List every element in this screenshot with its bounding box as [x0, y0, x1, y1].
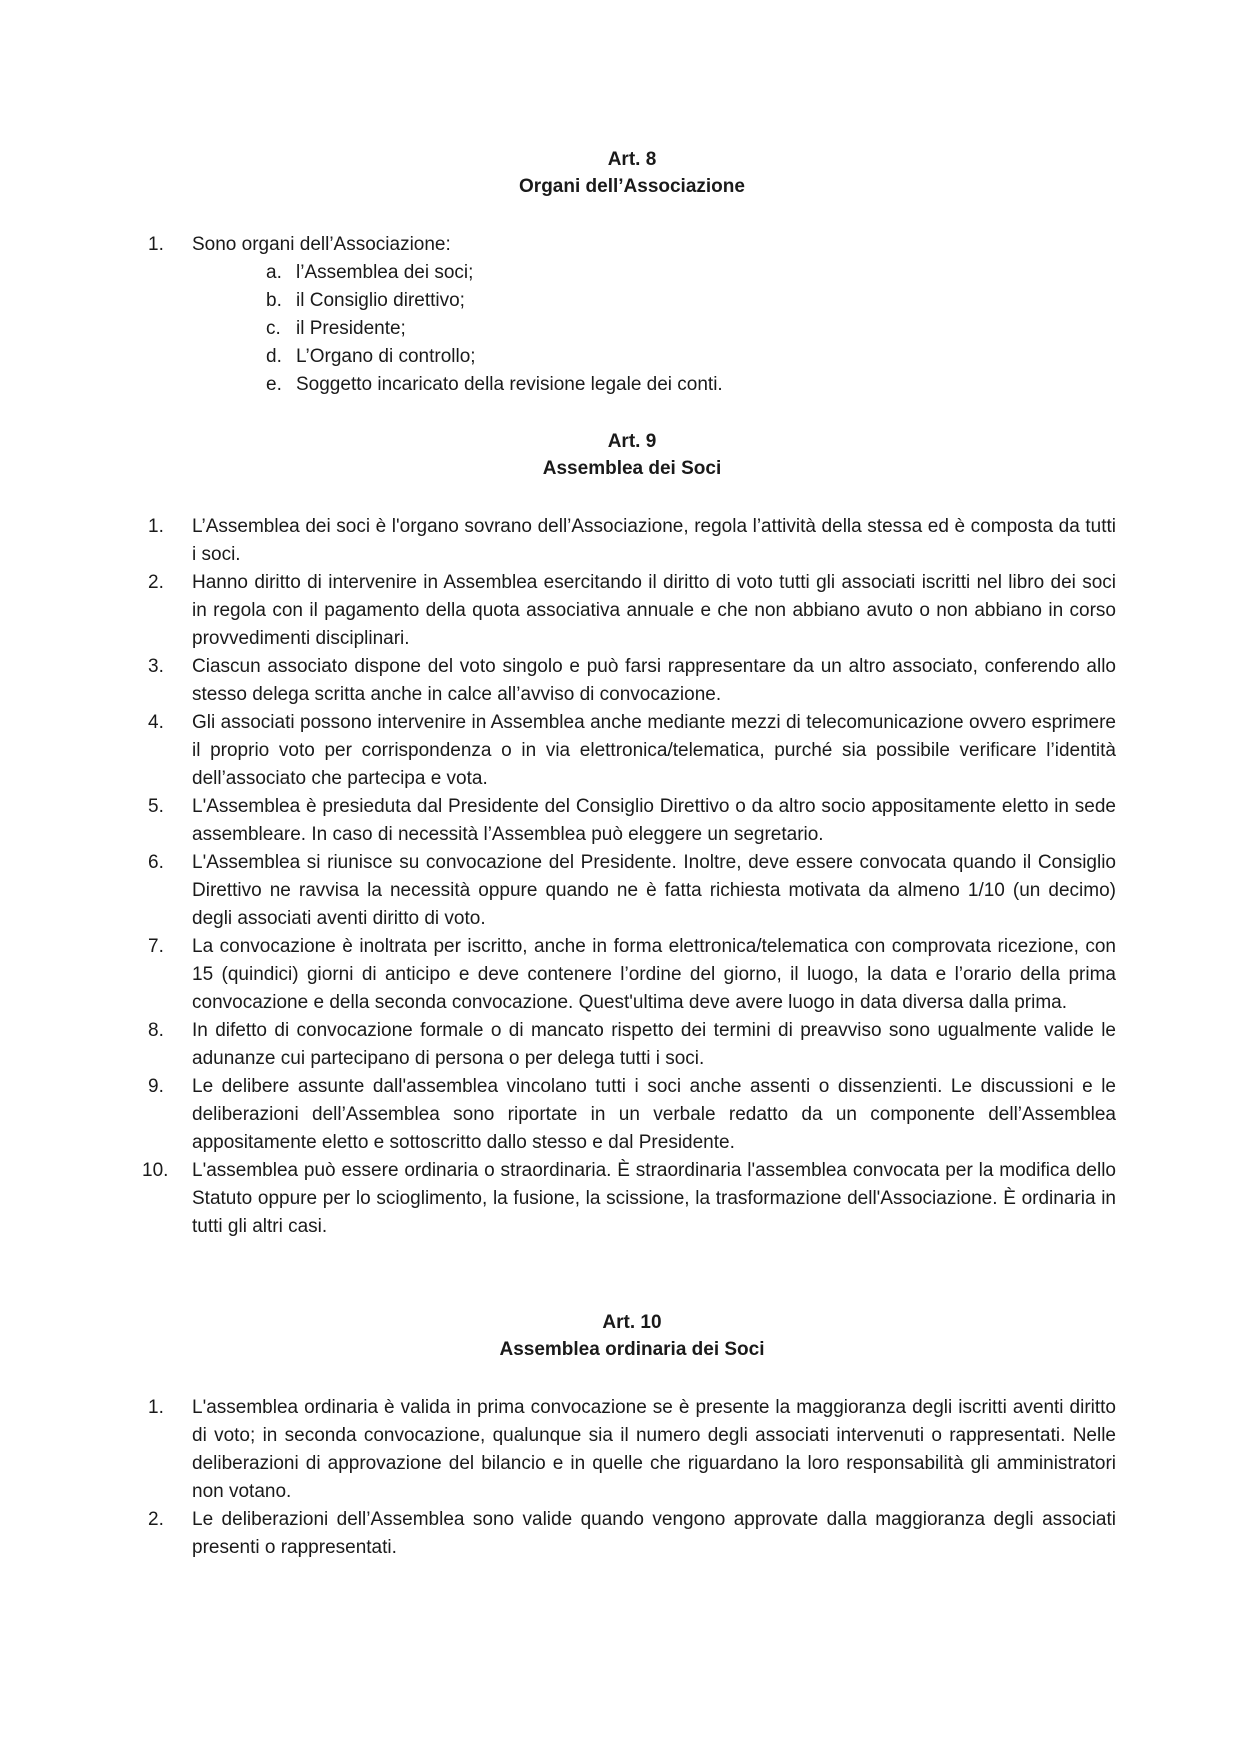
sub-item-letter: e. [266, 374, 282, 395]
sub-item-text: il Presidente; [296, 318, 406, 339]
list-item [148, 849, 1116, 933]
article-8 [148, 146, 1116, 399]
item-number: 10. [142, 1160, 169, 1181]
item-number: 4. [148, 712, 164, 733]
article-title: Assemblea dei Soci [542, 458, 722, 479]
article-title: Assemblea ordinaria dei Soci [499, 1339, 765, 1360]
article-title: Organi dell’Associazione [519, 176, 745, 197]
sub-list-item [266, 287, 1116, 315]
list-item [148, 1017, 1116, 1073]
list-item [142, 1157, 1116, 1241]
sub-list-item [266, 343, 1116, 371]
item-text: Ciascun associato dispone del voto singolo e può farsi rappresentare da un altro associato, conferendo allo stesso delega scritta anche in calce all’avviso di convocazione. [192, 656, 1116, 705]
item-number: 1. [148, 516, 164, 537]
article-10 [148, 1309, 1116, 1562]
item-number: 3. [148, 656, 164, 677]
sub-item-text: Soggetto incaricato della revisione legale dei conti. [296, 374, 723, 395]
item-number: 8. [148, 1020, 164, 1041]
item-text: Gli associati possono intervenire in Assemblea anche mediante mezzi di telecomunicazione ovvero esprimere il proprio voto per corrispondenza o in via elettronica/telematica, purché sia possibile verificare l’identità dell’associato che partecipa e vota. [192, 712, 1116, 789]
list-item [148, 709, 1116, 793]
list-item [148, 569, 1116, 653]
item-text: Le deliberazioni dell’Assemblea sono valide quando vengono approvate dalla maggioranza degli associati presenti o rappresentati. [192, 1509, 1116, 1558]
sub-item-text: l’Assemblea dei soci; [296, 262, 474, 283]
item-number: 7. [148, 936, 164, 957]
article-number: Art. 9 [607, 431, 657, 452]
list-item [148, 933, 1116, 1017]
item-number: 2. [148, 572, 164, 593]
sub-item-letter: d. [266, 346, 282, 367]
item-number: 9. [148, 1076, 164, 1097]
article-number: Art. 10 [602, 1312, 662, 1333]
item-text: Hanno diritto di intervenire in Assemblea esercitando il diritto di voto tutti gli associati iscritti nel libro dei soci in regola con il pagamento della quota associativa annuale e che non abbiano avuto o non abbiano in corso provvedimenti disciplinari. [192, 572, 1116, 649]
sub-item-text: il Consiglio direttivo; [296, 290, 465, 311]
list-item [148, 1073, 1116, 1157]
item-number: 2. [148, 1509, 164, 1530]
document-content [142, 146, 1116, 1562]
article-10-list [148, 1394, 1116, 1562]
article-9 [142, 428, 1116, 1241]
item-text: L'Assemblea è presieduta dal Presidente del Consiglio Direttivo o da altro socio appositamente eletto in sede assembleare. In caso di necessità l’Assemblea può eleggere un segretario. [192, 796, 1116, 845]
article-heading [148, 428, 1116, 482]
article-number: Art. 8 [607, 149, 657, 170]
sub-list-item [266, 259, 1116, 287]
list-item [148, 513, 1116, 569]
article-9-list [142, 513, 1116, 1241]
item-text: La convocazione è inoltrata per iscritto, anche in forma elettronica/telematica con comprovata ricezione, con 15 (quindici) giorni di anticipo e deve contenere l’ordine del giorno, il luogo, la data e l’orario della prima convocazione e della seconda convocazione. Quest'ultima deve avere luogo in data diversa dalla prima. [192, 936, 1116, 1013]
item-number: 5. [148, 796, 164, 817]
item-text: L'assemblea ordinaria è valida in prima convocazione se è presente la maggioranza degli iscritti aventi diritto di voto; in seconda convocazione, qualunque sia il numero degli associati intervenuti o rappresentati. Nelle deliberazioni di approvazione del bilancio e in quelle che riguardano la loro responsabilità gli amministratori non votano. [192, 1397, 1116, 1502]
sub-list [192, 259, 1116, 399]
sub-list-item [266, 315, 1116, 343]
item-text: In difetto di convocazione formale o di mancato rispetto dei termini di preavviso sono ugualmente valide le adunanze cui partecipano di persona o per delega tutti i soci. [192, 1020, 1116, 1069]
article-heading [148, 146, 1116, 200]
item-text: Sono organi dell’Associazione: [192, 234, 451, 255]
item-number: 1. [148, 1397, 164, 1418]
sub-list-item [266, 371, 1116, 399]
item-text: L'assemblea può essere ordinaria o straordinaria. È straordinaria l'assemblea convocata per la modifica dello Statuto oppure per lo scioglimento, la fusione, la scissione, la trasformazione dell'Associazione. È ordinaria in tutti gli altri casi. [192, 1160, 1116, 1237]
sub-item-letter: c. [266, 318, 281, 339]
item-number: 1. [148, 234, 164, 255]
item-text: L'Assemblea si riunisce su convocazione del Presidente. Inoltre, deve essere convocata quando il Consiglio Direttivo ne ravvisa la necessità oppure quando ne è fatta richiesta motivata da almeno 1/10 (un decimo) degli associati aventi diritto di voto. [192, 852, 1116, 929]
item-number: 6. [148, 852, 164, 873]
article-8-list [148, 231, 1116, 399]
item-text: Le delibere assunte dall'assemblea vincolano tutti i soci anche assenti o dissenzienti. Le discussioni e le deliberazioni dell’Assemblea sono riportate in un verbale redatto da un componente dell’Assemblea appositamente eletto e sottoscritto dallo stesso e dal Presidente. [192, 1076, 1116, 1153]
sub-item-letter: b. [266, 290, 282, 311]
list-item [148, 1506, 1116, 1562]
item-text: L’Assemblea dei soci è l'organo sovrano dell’Associazione, regola l’attività della stessa ed è composta da tutti i soci. [192, 516, 1116, 565]
list-item [148, 1394, 1116, 1506]
sub-item-letter: a. [266, 262, 282, 283]
article-heading [148, 1309, 1116, 1363]
sub-item-text: L’Organo di controllo; [296, 346, 476, 367]
list-item [148, 231, 1116, 399]
list-item [148, 653, 1116, 709]
list-item [148, 793, 1116, 849]
